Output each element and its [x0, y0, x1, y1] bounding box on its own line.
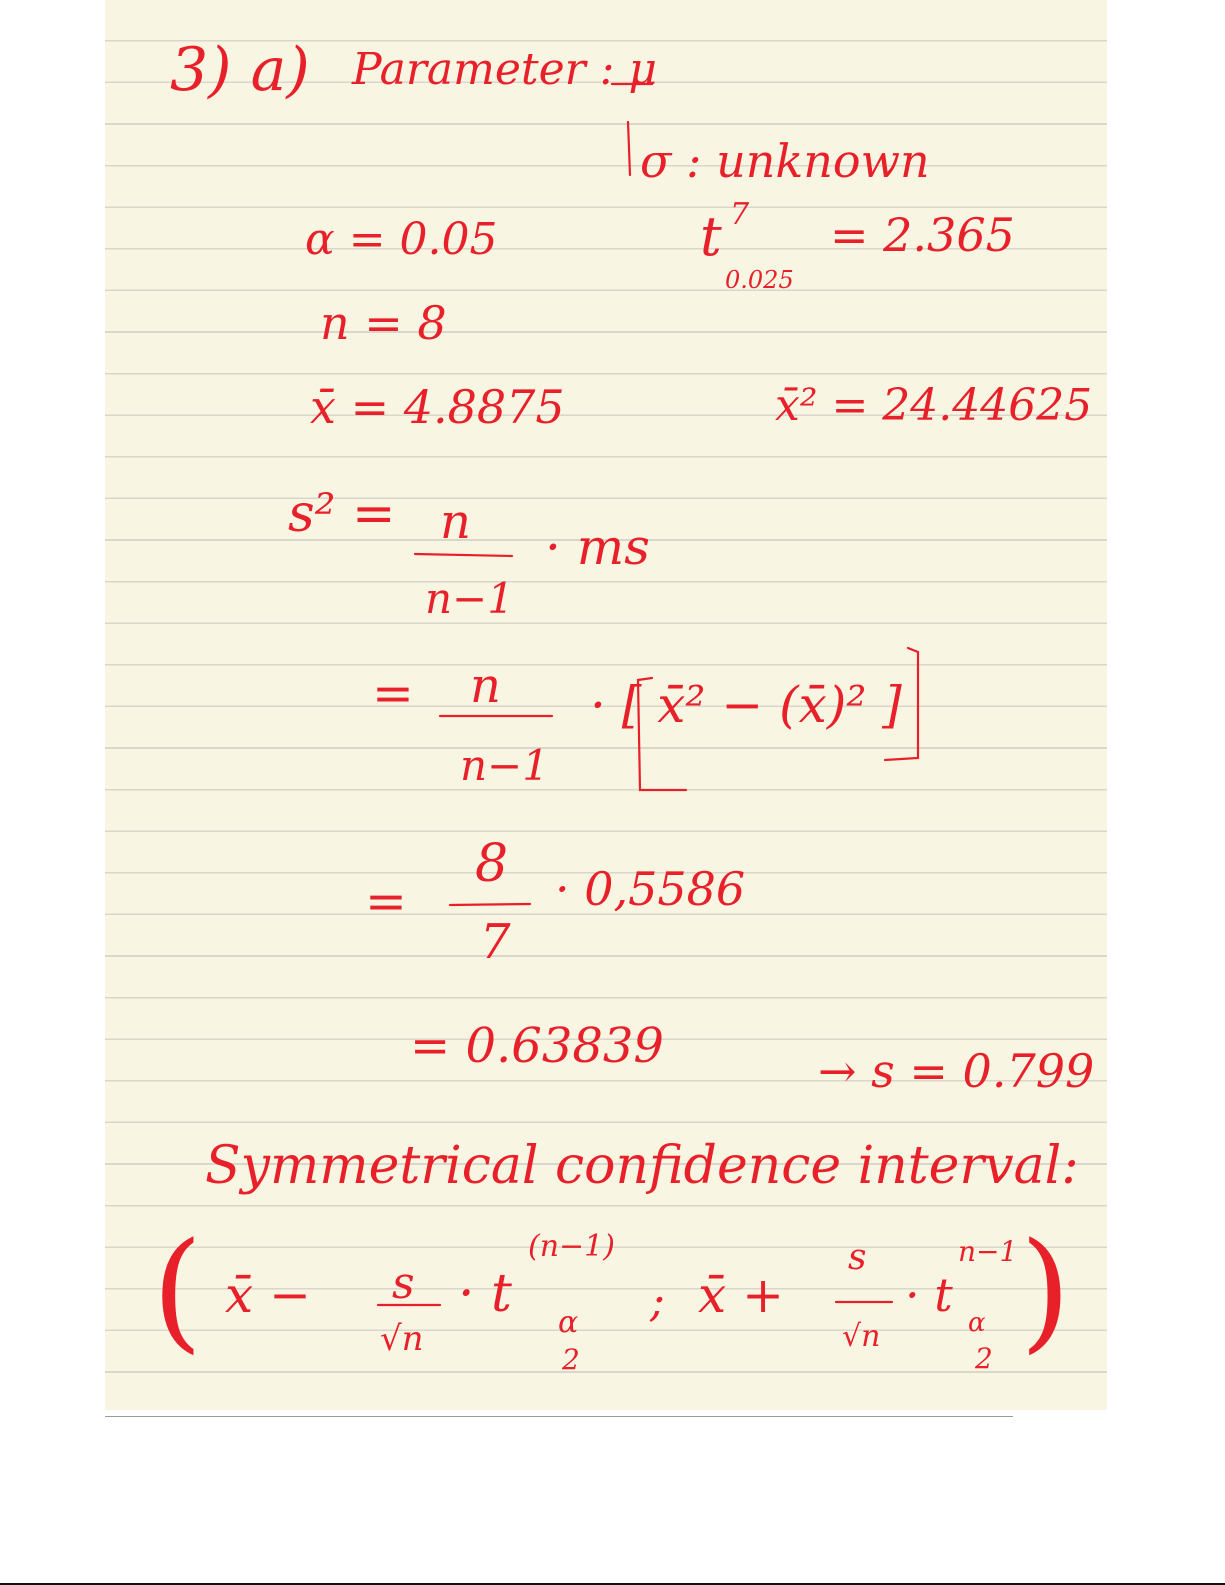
equals-3: = — [365, 872, 407, 930]
alpha-value: α = 0.05 — [305, 214, 498, 265]
ci-upper-t: · t — [905, 1268, 953, 1322]
t-symbol: t — [700, 205, 722, 268]
variance-result: = 0.63839 — [410, 1018, 664, 1074]
ci-lower-t-sub-den: 2 — [562, 1343, 580, 1376]
ci-lower-t: · t — [458, 1264, 512, 1324]
fraction1-numerator: n — [440, 494, 471, 550]
fraction2-numerator: n — [470, 658, 501, 714]
ms-term: · ms — [545, 518, 650, 576]
ci-lower-t-sub-num: α — [558, 1305, 579, 1340]
ci-separator: ; — [650, 1276, 665, 1327]
ci-lower-t-superscript: (n−1) — [528, 1229, 615, 1264]
fraction3-denominator: 7 — [480, 914, 511, 970]
ci-upper-s: s — [848, 1237, 867, 1278]
t-superscript: 7 — [730, 197, 750, 232]
ci-lower-mean: x̄ − — [225, 1266, 311, 1324]
ci-lower-s: s — [392, 1258, 415, 1309]
fraction3-numerator: 8 — [475, 834, 509, 894]
sample-size: n = 8 — [320, 296, 447, 350]
t-subscript: 0.025 — [725, 266, 794, 294]
ci-upper-root-n: √n — [842, 1319, 881, 1354]
equals-2: = — [372, 664, 414, 722]
ci-open-paren: ( — [152, 1214, 203, 1366]
sample-mean: x̄ = 4.8875 — [310, 380, 565, 434]
parameter-label: Parameter : μ — [352, 44, 658, 95]
ci-close-paren: ) — [1020, 1214, 1071, 1366]
ci-upper-t-superscript: n−1 — [958, 1235, 1018, 1268]
fraction1-denominator: n−1 — [425, 574, 514, 623]
ci-upper-mean: x̄ + — [698, 1266, 784, 1324]
bracket-expression: · [ x̄² − (x̄)² ] — [590, 676, 902, 734]
std-dev-result: → s = 0.799 — [818, 1044, 1095, 1098]
sigma-unknown: σ : unknown — [640, 134, 930, 188]
ci-upper-t-sub-num: α — [968, 1308, 986, 1338]
ci-upper-t-sub-den: 2 — [975, 1342, 993, 1375]
ci-label: Symmetrical confidence interval: — [205, 1136, 1079, 1196]
variance-lhs: s² = — [288, 484, 396, 544]
ci-lower-root-n: √n — [380, 1319, 424, 1359]
sample-mean-squares: x̄² = 24.44625 — [775, 380, 1093, 431]
page-footer-rule — [105, 1416, 1013, 1417]
t-value: = 2.365 — [830, 208, 1015, 262]
problem-heading: 3) a) — [170, 35, 310, 105]
ms-value: · 0,5586 — [555, 862, 746, 916]
fraction2-denominator: n−1 — [460, 741, 549, 790]
